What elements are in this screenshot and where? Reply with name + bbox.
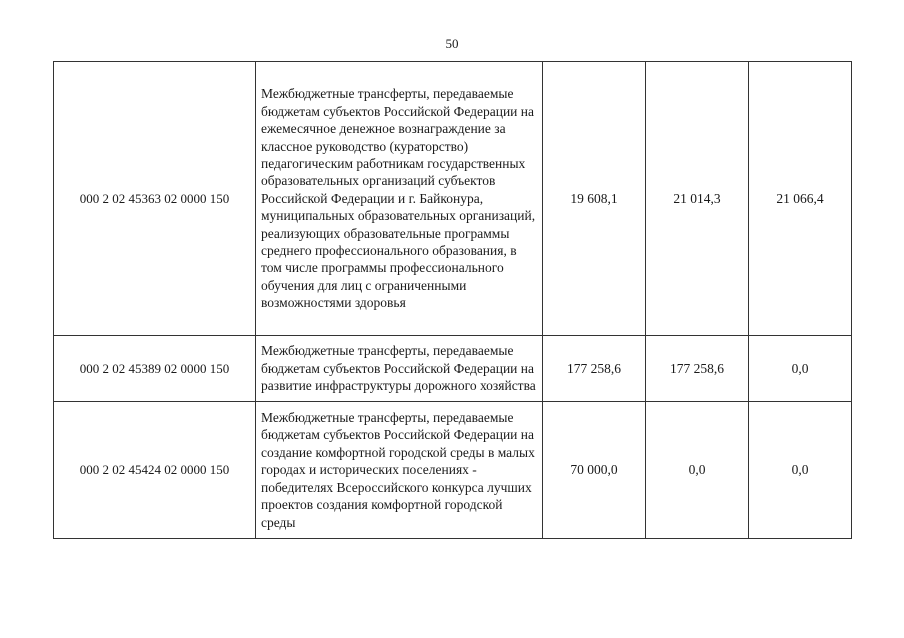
description-cell: Межбюджетные трансферты, передаваемые бюджетам субъектов Российской Федерации на развитие инфраструктуры дорожного хозяйства: [256, 336, 543, 402]
budget-code-cell: 000 2 02 45363 02 0000 150: [54, 62, 256, 336]
budget-code-cell: 000 2 02 45424 02 0000 150: [54, 402, 256, 539]
value-cell-year-2: 177 258,6: [646, 336, 749, 402]
budget-table: [53, 61, 852, 539]
value-cell-year-1: 177 258,6: [543, 336, 646, 402]
value-cell-year-3: 0,0: [749, 402, 852, 539]
page-number: 50: [445, 36, 459, 51]
value-cell-year-2: 0,0: [646, 402, 749, 539]
value-cell-year-3: 21 066,4: [749, 62, 852, 336]
value-cell-year-1: 19 608,1: [543, 62, 646, 336]
table-row: [54, 336, 852, 402]
value-cell-year-2: 21 014,3: [646, 62, 749, 336]
description-cell: Межбюджетные трансферты, передаваемые бюджетам субъектов Российской Федерации на создание комфортной городской среды в малых городах и исторических поселениях - победителях Всероссийского конкурса лучших проектов создания комфортной городской среды: [256, 402, 543, 539]
table-row: [54, 402, 852, 539]
value-cell-year-3: 0,0: [749, 336, 852, 402]
value-cell-year-1: 70 000,0: [543, 402, 646, 539]
budget-code-cell: 000 2 02 45389 02 0000 150: [54, 336, 256, 402]
table-row: [54, 62, 852, 336]
description-cell: Межбюджетные трансферты, передаваемые бюджетам субъектов Российской Федерации на ежемесячное денежное вознаграждение за классное руководство (кураторство) педагогическим работникам государственных образовательных организаций субъектов Российской Федерации и г. Байконура, муниципальных образовательных организаций, реализующих образовательные программы среднего профессионального образования, в том числе программы профессионального обучения для лиц с ограниченными возможностями здоровья: [256, 62, 543, 336]
